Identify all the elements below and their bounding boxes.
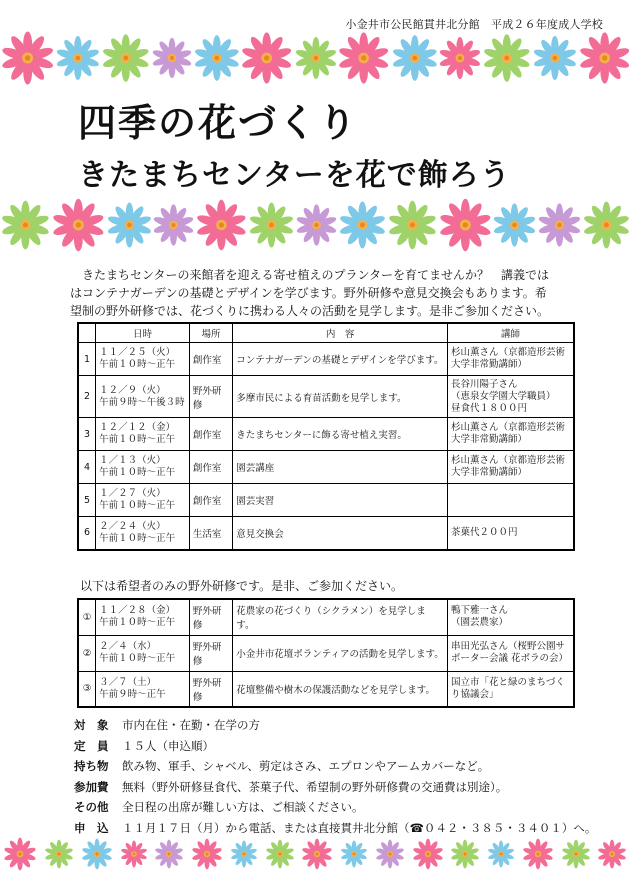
intro-line: はコンテナガーデンの基礎とデザインを学びます。野外研修や意見交換会もあります。希 — [70, 286, 547, 300]
instructor-line: （恵泉女学園大学職員） — [450, 390, 556, 402]
row-number: ③ — [78, 671, 96, 707]
instructor-line: ポーター会議 花ボラの会） — [450, 653, 568, 664]
header-date: 日時 — [96, 323, 190, 343]
flower-row-top — [0, 28, 631, 88]
flower-icon — [450, 839, 480, 869]
row-instructor — [447, 599, 574, 635]
info-label: その他 — [74, 800, 109, 814]
info-label: 定 員 — [74, 738, 109, 753]
row-time: 午前１０時～正午 — [99, 434, 176, 445]
row-place: 創作室 — [189, 343, 232, 376]
instructor-line: 杉山薫さん（京都造形芸術 — [450, 422, 565, 433]
flower-icon — [248, 201, 295, 249]
row-date: ３／７（土） — [99, 676, 157, 688]
row-place: 野外研修 — [189, 599, 232, 635]
info-label: 対 象 — [74, 718, 109, 732]
row-instructor — [447, 343, 574, 376]
row-content: 花壇整備や樹木の保護活動などを見学します。 — [233, 671, 448, 707]
info-row — [74, 797, 596, 818]
flower-icon — [582, 200, 631, 250]
flower-row-bottom — [0, 832, 631, 876]
info-value: 無料（野外研修昼食代、茶菓子代、希望制の野外研修費の交通費は別途）。 — [122, 779, 508, 794]
flower-icon — [337, 30, 390, 86]
title-line1: 四季の花づくり — [78, 101, 359, 145]
row-content: コンテナガーデンの基礎とデザインを学びます。 — [233, 343, 448, 376]
instructor-line: 鴨下雅一さん — [450, 605, 508, 617]
row-number: 3 — [78, 418, 96, 451]
row-instructor — [447, 451, 574, 484]
flower-icon — [81, 838, 113, 870]
row-content: 花農家の花づくり（シクラメン）を見学します。 — [233, 599, 448, 635]
flower-icon — [101, 32, 151, 84]
info-value: １５人（申込順） — [122, 738, 214, 753]
row-datetime — [96, 376, 190, 418]
row-place: 生活室 — [189, 517, 232, 550]
instructor-line: 杉山薫さん（京都造形芸術 — [450, 455, 565, 466]
header-content: 内 容 — [233, 323, 448, 343]
flower-icon — [295, 203, 338, 247]
flower-icon — [338, 200, 387, 250]
flower-icon — [3, 837, 37, 871]
row-number: ① — [78, 599, 96, 635]
row-place: 野外研修 — [189, 376, 232, 418]
flower-icon — [154, 839, 184, 869]
info-value: １１月１７日（月）から電話、または直接貫井北分館（☎０４２・３８５・３４０１）へ。 — [122, 820, 597, 835]
table-row — [78, 671, 574, 707]
schedule-header-row — [78, 323, 574, 343]
flower-icon — [340, 840, 368, 868]
row-instructor — [447, 484, 574, 517]
row-datetime — [96, 484, 190, 517]
flower-icon — [294, 35, 338, 81]
row-time: 午前９時～午後３時 — [99, 396, 185, 408]
flower-icon — [44, 839, 74, 869]
schedule-table — [77, 322, 575, 551]
optional-heading: 以下は希望者のみの野外研修です。是非、ご参加ください。 — [80, 579, 404, 593]
row-content: きたまちセンターに飾る寄せ植え実習。 — [233, 418, 448, 451]
instructor-line: り協議会」 — [450, 688, 499, 700]
flower-icon — [597, 839, 627, 869]
table-row — [78, 418, 574, 451]
info-row — [74, 736, 596, 757]
table-row — [78, 599, 574, 635]
row-content: 小金井市花壇ボランティアの活動を見学します。 — [233, 635, 448, 671]
instructor-line: 大学非常勤講師） — [450, 359, 527, 370]
optional-table — [77, 598, 575, 708]
header-place: 場所 — [189, 323, 232, 343]
table-row — [78, 343, 574, 376]
row-datetime — [96, 517, 190, 550]
intro-line: きたまちセンターの来館者を迎える寄せ植えのプランターを育てませんか？ 講義では — [82, 268, 550, 282]
table-row — [78, 376, 574, 418]
flower-row-mid — [0, 195, 631, 255]
flower-icon — [522, 838, 554, 870]
flower-icon — [191, 838, 223, 870]
row-datetime — [96, 671, 190, 707]
table-row — [78, 451, 574, 484]
header-instructor: 講師 — [447, 323, 574, 343]
row-time: 午前１０時～正午 — [99, 359, 176, 370]
row-content: 意見交換会 — [233, 517, 448, 550]
header-org: 小金井市公民館貫井北分館 平成２６年度成人学校 — [345, 18, 603, 31]
instructor-line: 大学非常勤講師） — [450, 467, 527, 478]
row-date: １１／２５（火） — [99, 347, 176, 358]
info-row — [74, 756, 596, 777]
instructor-line: 茶菓代２００円 — [450, 526, 518, 538]
instructor-line: 杉山薫さん（京都造形芸術 — [450, 347, 565, 358]
table-row — [78, 517, 574, 550]
flower-icon — [537, 202, 582, 248]
row-date: １／２７（火） — [99, 488, 166, 499]
flower-icon — [193, 33, 241, 83]
instructor-line: 大学非常勤講師） — [450, 434, 527, 445]
instructor-line: 昼食代１８００円 — [450, 402, 527, 414]
row-time: 午前１０時～正午 — [99, 532, 176, 544]
row-datetime — [96, 635, 190, 671]
info-row — [74, 715, 596, 736]
flower-icon — [240, 30, 293, 86]
row-time: 午前１０時～正午 — [99, 500, 176, 511]
row-date: ２／２４（火） — [99, 520, 166, 532]
info-row — [74, 777, 596, 798]
row-place: 創作室 — [189, 418, 232, 451]
flower-icon — [487, 840, 515, 868]
flower-icon — [106, 201, 153, 249]
flower-icon — [391, 33, 439, 83]
flower-icon — [0, 29, 55, 87]
row-instructor — [447, 376, 574, 418]
row-place: 創作室 — [189, 451, 232, 484]
info-value: 飲み物、軍手、シャベル、剪定はさみ、エプロンやアームカバーなど。 — [122, 759, 490, 773]
row-place: 野外研修 — [189, 635, 232, 671]
row-content: 園芸実習 — [233, 484, 448, 517]
row-number: 6 — [78, 517, 96, 550]
flower-icon — [120, 840, 148, 868]
flower-icon — [151, 36, 193, 80]
instructor-line: 国立市「花と緑のまちづく — [450, 676, 565, 688]
row-datetime — [96, 343, 190, 376]
row-time: 午前９時～正午 — [99, 688, 166, 700]
info-label: 申 込 — [74, 820, 109, 835]
title-line2: きたまちセンターを花で飾ろう — [78, 158, 511, 193]
row-content: 多摩市民による育苗活動を見学します。 — [233, 376, 448, 418]
table-row — [78, 635, 574, 671]
row-number: 2 — [78, 376, 96, 418]
row-number: 1 — [78, 343, 96, 376]
info-label: 持ち物 — [74, 759, 109, 773]
row-instructor — [447, 635, 574, 671]
flower-icon — [301, 838, 333, 870]
info-label: 参加費 — [74, 779, 109, 794]
flower-icon — [265, 839, 295, 869]
flower-icon — [387, 199, 438, 251]
row-place: 創作室 — [189, 484, 232, 517]
flower-icon — [51, 197, 106, 253]
flower-icon — [152, 203, 195, 247]
row-date: １１／２８（金） — [99, 605, 176, 617]
row-datetime — [96, 418, 190, 451]
info-section — [74, 715, 596, 838]
intro-line: 望制の野外研修では、花づくりに携わる人々の活動を見学します。是非ご参加ください。 — [70, 304, 550, 318]
row-time: 午前１０時～正午 — [99, 653, 176, 664]
flower-icon — [561, 839, 591, 869]
row-time: 午前１０時～正午 — [99, 617, 176, 629]
instructor-line: 串田光弘さん（桜野公園サ — [450, 641, 565, 652]
row-number: ② — [78, 635, 96, 671]
row-number: 4 — [78, 451, 96, 484]
flower-icon — [230, 840, 258, 868]
row-datetime — [96, 451, 190, 484]
flower-icon — [0, 199, 51, 251]
info-value: 全日程の出席が難しい方は、ご相談ください。 — [122, 800, 364, 814]
intro-text — [70, 266, 578, 320]
flower-icon — [195, 198, 248, 252]
instructor-line: 長谷川陽子さん — [450, 378, 518, 390]
row-instructor — [447, 418, 574, 451]
row-time: 午前１０時～正午 — [99, 467, 176, 478]
flower-icon — [55, 34, 101, 82]
row-instructor — [447, 671, 574, 707]
flower-icon — [578, 30, 631, 86]
table-row — [78, 484, 574, 517]
flower-icon — [438, 197, 493, 253]
row-date: １２／１２（金） — [99, 422, 176, 433]
info-value: 市内在住・在勤・在学の方 — [122, 718, 260, 732]
row-date: １２／９（火） — [99, 384, 166, 396]
flower-icon — [438, 35, 482, 81]
flower-icon — [375, 839, 405, 869]
row-content: 園芸講座 — [233, 451, 448, 484]
row-datetime — [96, 599, 190, 635]
header-num — [78, 323, 96, 343]
instructor-line: （園芸農家） — [450, 617, 508, 629]
row-date: １／１３（火） — [99, 455, 166, 466]
row-instructor — [447, 517, 574, 550]
row-number: 5 — [78, 484, 96, 517]
flower-icon — [482, 32, 532, 84]
row-date: ２／４（水） — [99, 641, 157, 652]
flower-icon — [412, 838, 444, 870]
flower-icon — [532, 34, 578, 82]
flower-icon — [492, 202, 537, 248]
row-place: 野外研修 — [189, 671, 232, 707]
